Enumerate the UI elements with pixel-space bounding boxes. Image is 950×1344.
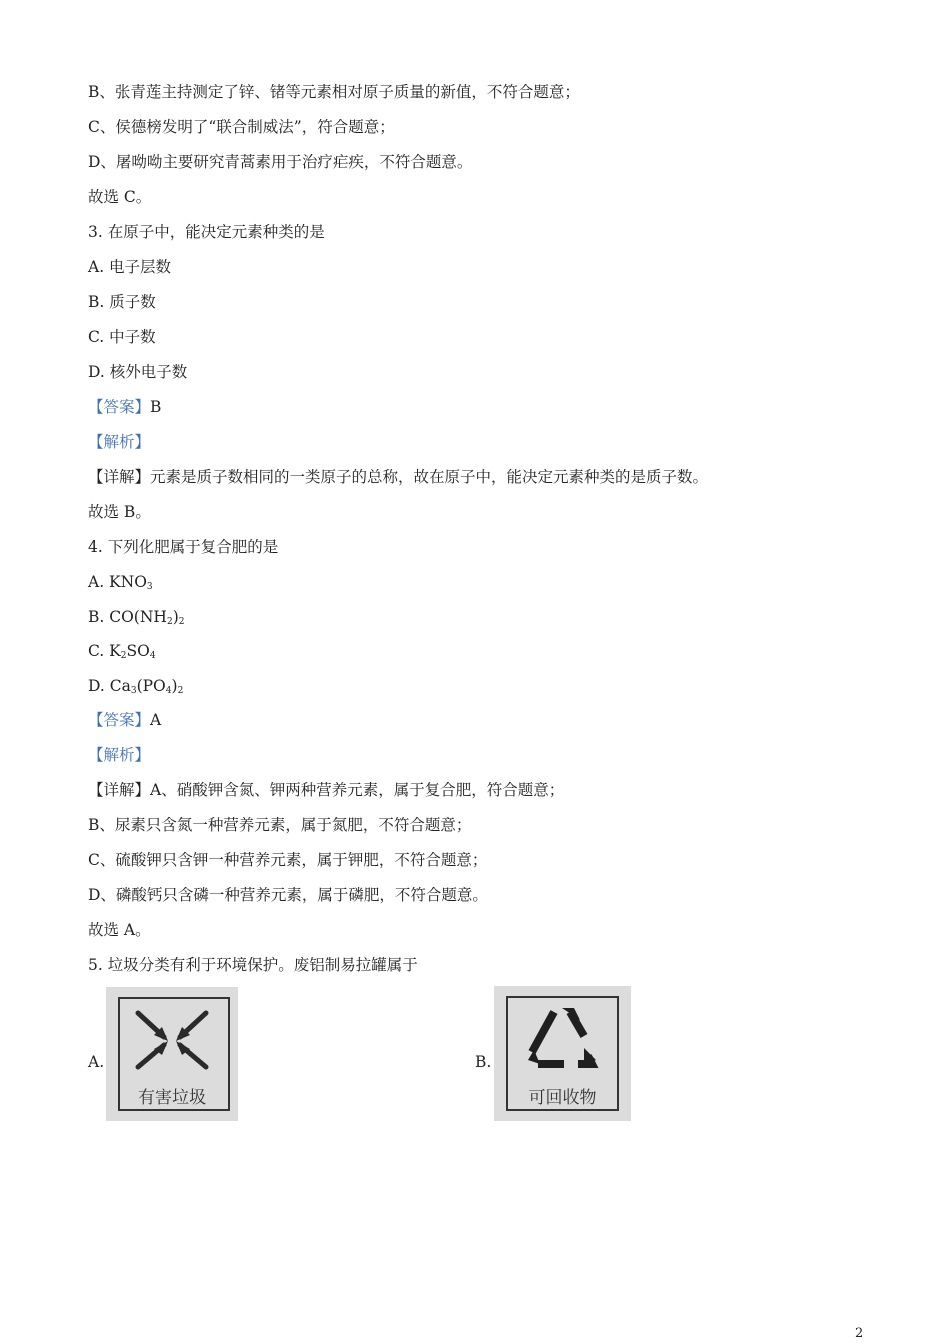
- answer-line: [88, 397, 161, 417]
- answer-tag: 【答案】: [88, 398, 151, 416]
- hazardous-waste-icon: [106, 987, 238, 1121]
- answer-value: A: [150, 711, 162, 729]
- detail-explanation: 【详解】元素是质子数相同的一类原子的总称，故在原子中，能决定元素种类的是质子数。: [88, 468, 709, 486]
- question-4-option-c: C. $K_2SO_4$: [88, 642, 156, 661]
- answer-line: [88, 710, 161, 730]
- answer-tag: 【答案】: [88, 711, 151, 729]
- recycle-triangle-icon: [524, 1004, 600, 1072]
- text-line: B、尿素只含氮一种营养元素，属于氮肥，不符合题意；: [88, 816, 472, 834]
- inward-arrows-icon: [128, 1005, 216, 1075]
- sign-caption: 有害垃圾: [138, 1088, 206, 1108]
- question-5-title: 5. 垃圾分类有利于环境保护。废铝制易拉罐属于: [88, 956, 418, 974]
- answer-conclusion: 故选 B。: [88, 503, 151, 521]
- question-3-option-c: C. 中子数: [88, 328, 156, 346]
- text-line: C、硫酸钾只含钾一种营养元素，属于钾肥，不符合题意；: [88, 851, 488, 869]
- recyclable-icon: [494, 986, 631, 1121]
- question-5-option-b-label: B.: [475, 1053, 492, 1071]
- question-4-option-d: D. $Ca_3(PO_4)_2$: [88, 677, 184, 696]
- question-3-option-b: B. 质子数: [88, 293, 156, 311]
- analysis-line: [88, 745, 150, 765]
- question-3-option-d: D. 核外电子数: [88, 363, 188, 381]
- question-5-option-a-label: A.: [88, 1053, 105, 1071]
- answer-value: B: [150, 398, 162, 416]
- page-number: 2: [855, 1326, 864, 1341]
- answer-conclusion: 故选 A。: [88, 921, 151, 939]
- question-3-option-a: A. 电子层数: [88, 258, 172, 276]
- text-line: D、磷酸钙只含磷一种营养元素，属于磷肥，不符合题意。: [88, 886, 488, 904]
- text-line: B、张青莲主持测定了锌、锗等元素相对原子质量的新值，不符合题意；: [88, 83, 580, 101]
- analysis-line: [88, 432, 150, 452]
- question-4-title: 4. 下列化肥属于复合肥的是: [88, 538, 279, 556]
- question-3-title: 3. 在原子中，能决定元素种类的是: [88, 223, 325, 241]
- question-4-option-a: A. $KNO_3$: [88, 573, 153, 592]
- text-line: C、侯德榜发明了“联合制威法”，符合题意；: [88, 118, 395, 136]
- text-line: D、屠呦呦主要研究青蒿素用于治疗疟疾，不符合题意。: [88, 153, 473, 171]
- analysis-tag: 【解析】: [88, 433, 151, 451]
- sign-caption: 可回收物: [528, 1088, 597, 1108]
- detail-explanation: 【详解】A、硝酸钾含氮、钾两种营养元素，属于复合肥，符合题意；: [88, 781, 565, 799]
- analysis-tag: 【解析】: [88, 746, 151, 764]
- question-4-option-b: B. $CO(NH_2)_2$: [88, 608, 185, 627]
- answer-conclusion: 故选 C。: [88, 188, 152, 206]
